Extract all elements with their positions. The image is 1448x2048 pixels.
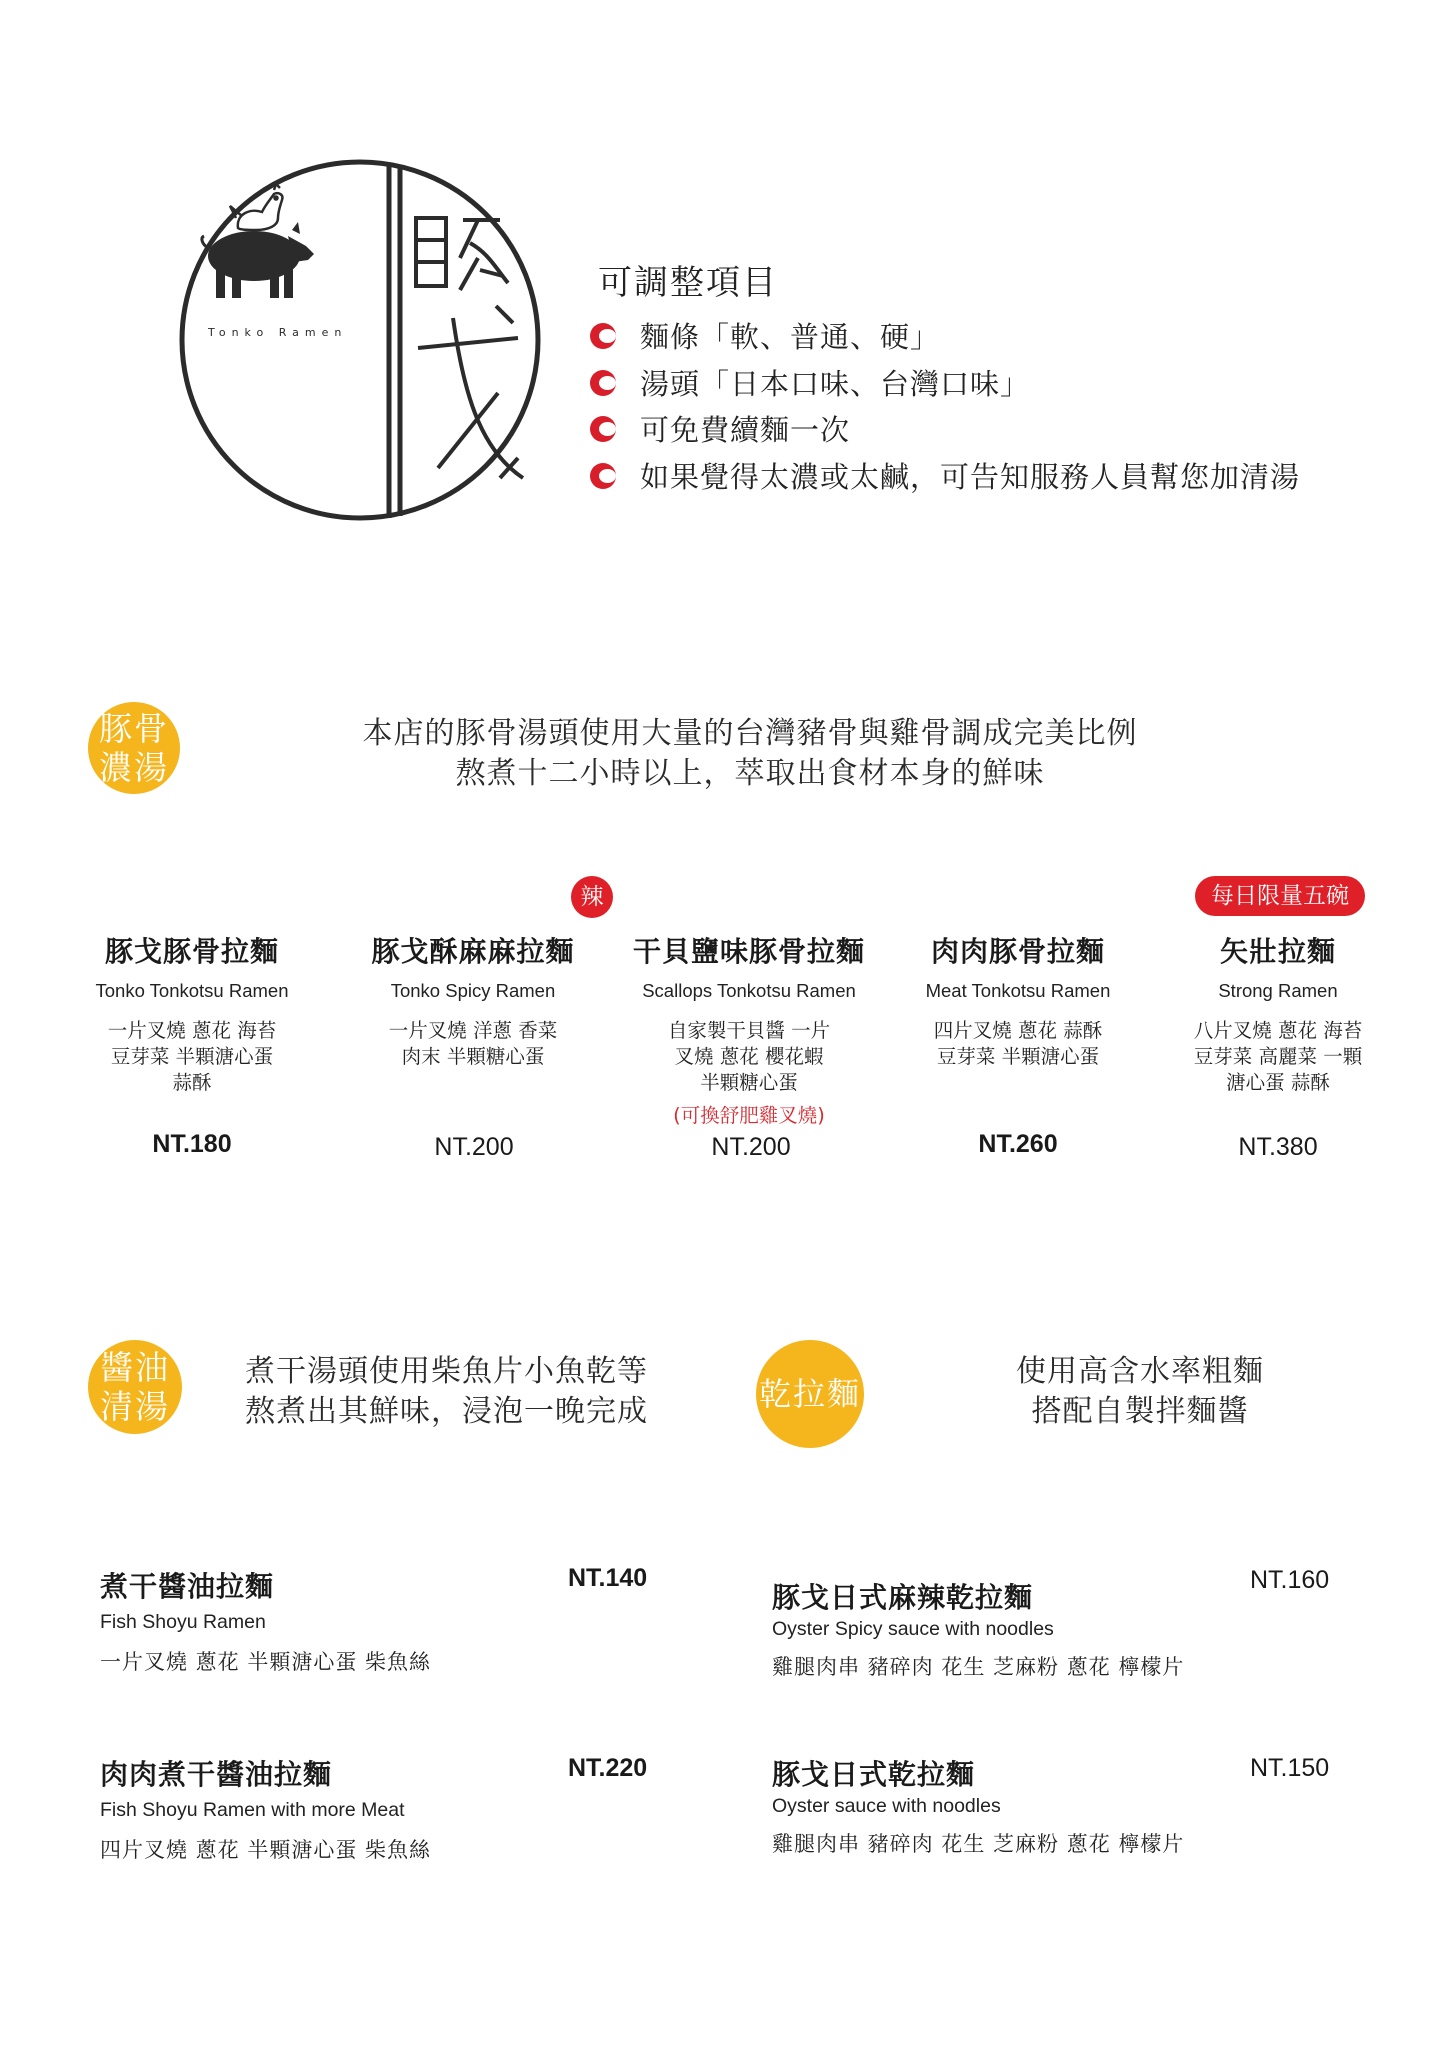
item-description: 一片叉燒 洋蔥 香菜 肉末 半顆糖心蛋	[388, 1019, 558, 1068]
menu-item	[67, 930, 317, 1096]
menu-item	[348, 930, 598, 1070]
item-description: 四片叉燒 蔥花 半顆溏心蛋 柴魚絲	[100, 1838, 432, 1862]
intro-line: 搭配自製拌麵醬	[1031, 1394, 1249, 1429]
chicken-outline	[230, 184, 282, 230]
brand-char-tun	[416, 218, 508, 290]
item-name: 豚戈日式麻辣乾拉麵	[772, 1581, 1034, 1614]
limited-tag: 每日限量五碗	[1195, 876, 1365, 916]
item-description: 八片叉燒 蔥花 海苔 豆芽菜 高麗菜 一顆溏心蛋 蒜酥	[1193, 1019, 1363, 1094]
item-price: NT.180	[152, 1130, 232, 1158]
menu-item	[772, 1753, 1184, 1858]
logo-graphic	[178, 158, 543, 523]
menu-item	[624, 930, 874, 1128]
intro-line: 煮干湯頭使用柴魚片小魚乾等	[245, 1354, 648, 1389]
item-english-name: Oyster sauce with noodles	[772, 1795, 1001, 1817]
options-title: 可調整項目	[598, 263, 778, 303]
option-text: 如果覺得太濃或太鹹，可告知服務人員幫您加清湯	[640, 460, 1301, 494]
logo-romaji: Tonko Ramen	[208, 326, 348, 339]
item-description: 自家製干貝醬 一片叉燒 蔥花 櫻花蝦 半顆糖心蛋	[667, 1019, 831, 1094]
shoyu-intro	[245, 1352, 685, 1432]
item-price: NT.220	[568, 1754, 648, 1782]
item-description: 四片叉燒 蔥花 蒜酥 豆芽菜 半顆溏心蛋	[933, 1019, 1103, 1068]
item-price: NT.140	[568, 1564, 648, 1592]
badge-line: 豚骨	[99, 709, 169, 748]
bullet-icon	[590, 463, 616, 489]
badge-line: 清湯	[100, 1387, 170, 1426]
menu-item	[893, 930, 1143, 1070]
item-english-name: Tonko Spicy Ramen	[390, 980, 556, 1001]
item-english-name: Strong Ramen	[1218, 980, 1338, 1001]
item-english-name: Meat Tonkotsu Ramen	[925, 980, 1111, 1001]
item-name: 肉肉豚骨拉麵	[930, 935, 1105, 968]
item-price: NT.380	[1238, 1133, 1318, 1161]
option-text: 可免費續麵一次	[640, 413, 851, 447]
item-name: 豚戈日式乾拉麵	[772, 1758, 976, 1791]
option-text: 麵條「軟、普通、硬」	[640, 320, 941, 354]
item-english-name: Oyster Spicy sauce with noodles	[772, 1618, 1054, 1640]
item-price: NT.160	[1250, 1566, 1330, 1594]
intro-line: 使用高含水率粗麵	[1016, 1354, 1264, 1389]
menu-item	[100, 1565, 431, 1676]
badge-line: 濃湯	[99, 748, 169, 787]
bullet-icon	[590, 323, 616, 349]
item-price: NT.200	[711, 1133, 791, 1161]
item-note: (可換舒肥雞叉燒)	[673, 1104, 825, 1127]
intro-line: 本店的豚骨湯頭使用大量的台灣豬骨與雞骨調成完美比例	[362, 716, 1138, 751]
tonkotsu-intro	[290, 714, 1210, 794]
tonkotsu-badge	[88, 702, 180, 794]
intro-line: 熬煮十二小時以上，萃取出食材本身的鮮味	[455, 756, 1045, 791]
item-english-name: Tonko Tonkotsu Ramen	[95, 980, 289, 1001]
bullet-icon	[590, 370, 616, 396]
item-price: NT.150	[1250, 1754, 1330, 1782]
item-name: 豚戈豚骨拉麵	[104, 935, 279, 968]
menu-item	[100, 1753, 431, 1864]
item-price: NT.260	[978, 1130, 1058, 1158]
item-price: NT.200	[434, 1133, 514, 1161]
item-description: 一片叉燒 蔥花 半顆溏心蛋 柴魚絲	[100, 1650, 432, 1674]
option-item	[590, 455, 1300, 496]
dry-intro	[960, 1352, 1320, 1432]
item-description: 一片叉燒 蔥花 海苔 豆芽菜 半顆溏心蛋 蒜酥	[107, 1019, 277, 1094]
tonko-logo	[178, 158, 543, 523]
intro-line: 熬煮出其鮮味，浸泡一晚完成	[245, 1394, 648, 1429]
bullet-icon	[590, 416, 616, 442]
item-name: 矢壯拉麵	[1219, 935, 1336, 968]
item-description: 雞腿肉串 豬碎肉 花生 芝麻粉 蔥花 檸檬片	[772, 1655, 1185, 1679]
item-english-name: Fish Shoyu Ramen with more Meat	[100, 1799, 405, 1821]
dry-badge: 乾拉麵	[756, 1340, 864, 1448]
option-text: 湯頭「日本口味、台灣口味」	[640, 367, 1031, 401]
option-item	[590, 408, 850, 449]
item-english-name: Fish Shoyu Ramen	[100, 1611, 266, 1633]
option-item	[590, 315, 940, 356]
spicy-tag: 辣	[571, 876, 613, 918]
option-item	[590, 362, 1030, 403]
menu-item	[772, 1576, 1184, 1681]
badge-line: 醬油	[100, 1348, 170, 1387]
item-description: 雞腿肉串 豬碎肉 花生 芝麻粉 蔥花 檸檬片	[772, 1832, 1185, 1856]
shoyu-badge	[88, 1340, 182, 1434]
item-name: 干貝鹽味豚骨拉麵	[632, 935, 865, 968]
item-name: 豚戈酥麻麻拉麵	[371, 935, 575, 968]
item-name: 煮干醬油拉麵	[100, 1570, 275, 1603]
brand-char-ge	[418, 306, 523, 478]
item-name: 肉肉煮干醬油拉麵	[100, 1758, 333, 1791]
item-english-name: Scallops Tonkotsu Ramen	[642, 980, 856, 1001]
menu-item	[1153, 930, 1403, 1096]
